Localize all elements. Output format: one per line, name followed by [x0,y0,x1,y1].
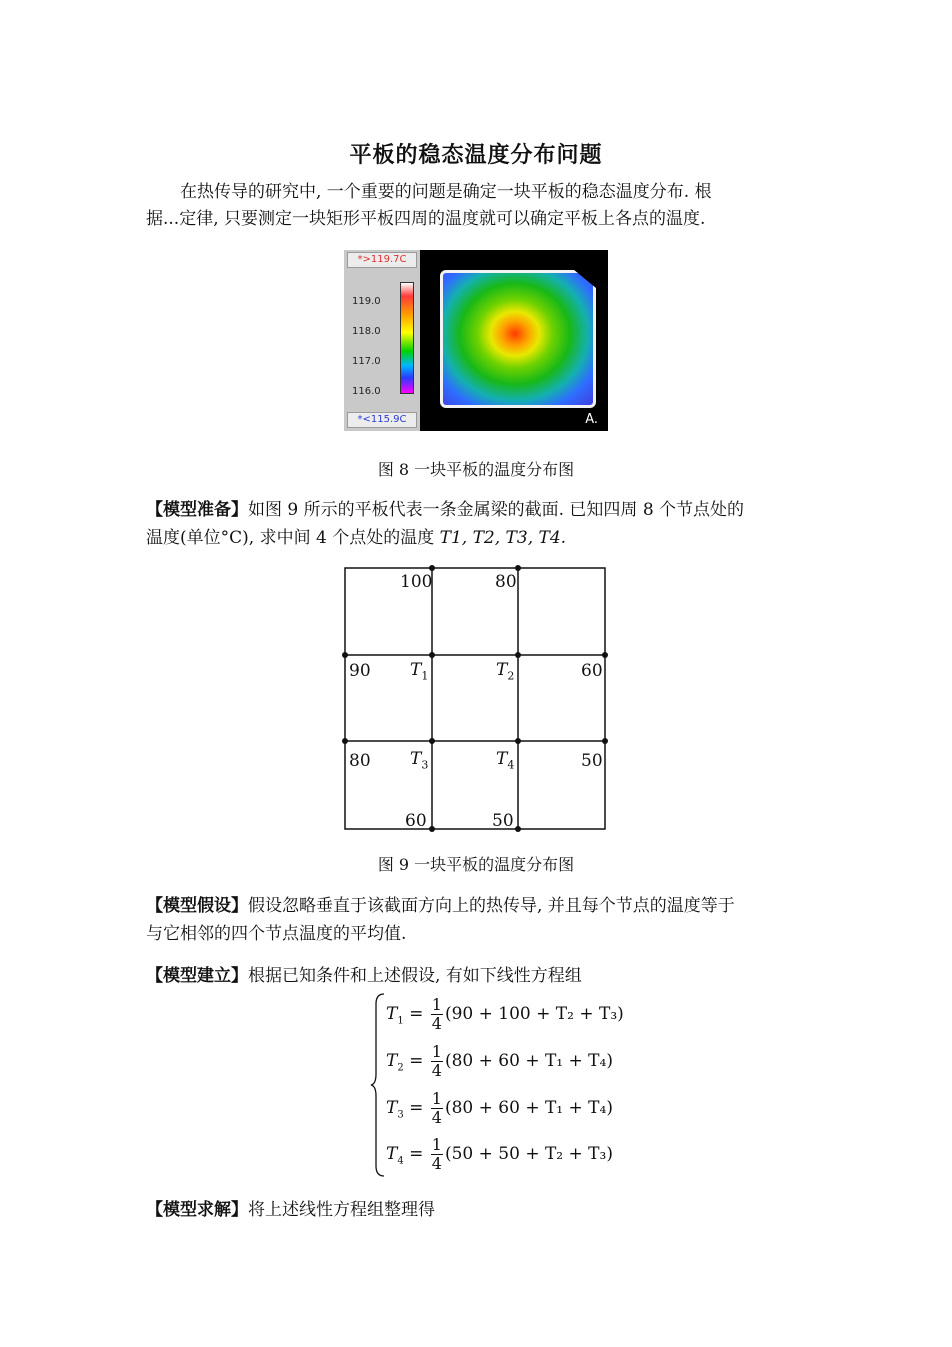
equation-2: $T_2$ = $\frac{1}{4}$ (80 + 60 + T₁ + T₄) [386,1042,613,1080]
grid-label-t2: $T_2$ [496,660,515,683]
build-label: 【模型建立】 [146,966,248,986]
scale-tick-1190: 119.0 [352,296,381,307]
prep-line-1 [146,496,744,524]
grid-label-right-top: 60 [581,661,603,681]
node-left-1 [342,652,348,658]
page-title: 平板的稳态温度分布问题 [349,143,603,168]
figure-8-caption: 图 8 一块平板的温度分布图 [377,460,575,479]
equation-3: $T_3$ = $\frac{1}{4}$ (80 + 60 + T₁ + T₄) [386,1089,613,1127]
node-t4 [515,738,521,744]
grid-label-bottom-right: 50 [492,811,514,831]
node-bottom-1 [429,826,435,832]
solve-label: 【模型求解】 [146,1200,248,1220]
build-line [146,962,582,990]
node-bottom-2 [515,826,521,832]
prep-text-1: 如图 9 所示的平板代表一条金属梁的截面. 已知四周 8 个节点处的 [248,500,745,520]
build-text: 根据已知条件和上述假设, 有如下线性方程组 [248,966,582,986]
node-left-2 [342,738,348,744]
intro-line-2: 据...定律, 只要测定一块矩形平板四周的温度就可以确定平板上各点的温度. [146,209,706,229]
node-top-1 [429,565,435,571]
thermal-scale-panel [344,250,420,431]
solve-text: 将上述线性方程组整理得 [248,1200,435,1220]
prep-label: 【模型准备】 [146,500,248,520]
prep-text-2: 温度(单位°C), 求中间 4 个点处的温度 [146,528,440,548]
thermal-image [344,250,608,431]
fraction-4: $\frac{1}{4}$ [431,1135,442,1173]
figure-9-caption: 图 9 一块平板的温度分布图 [377,855,575,874]
grid-label-right-bottom: 50 [581,751,603,771]
solve-line [146,1196,435,1224]
grid-label-top-right: 80 [495,572,517,592]
grid-diagram [335,560,615,840]
fraction-1: $\frac{1}{4}$ [431,995,442,1033]
scale-tick-1160: 116.0 [352,386,381,397]
grid-label-top-left: 100 [400,572,433,592]
node-right-1 [602,652,608,658]
grid-border [345,568,605,829]
node-t1 [429,652,435,658]
grid-label-t3: $T_3$ [410,749,429,772]
node-right-2 [602,738,608,744]
intro-line-1: 在热传导的研究中, 一个重要的问题是确定一块平板的稳态温度分布. 根 [180,182,712,202]
assume-text-1: 假设忽略垂直于该截面方向上的热传导, 并且每个节点的温度等于 [248,896,735,916]
node-t3 [429,738,435,744]
fraction-2: $\frac{1}{4}$ [431,1042,442,1080]
temperature-colorbar [400,282,414,394]
heated-plate-image [440,270,596,408]
thermal-corner-label: A. [585,412,598,427]
grid-label-t4: $T_4$ [496,749,515,772]
grid-label-left-bottom: 80 [349,751,371,771]
scale-max-tag: *>119.7C [347,252,417,268]
fraction-3: $\frac{1}{4}$ [431,1089,442,1127]
equation-4: $T_4$ = $\frac{1}{4}$ (50 + 50 + T₂ + T₃) [386,1135,613,1173]
scale-tick-1170: 117.0 [352,356,381,367]
assume-line-2: 与它相邻的四个节点温度的平均值. [146,924,407,944]
prep-variables: T1, T2, T3, T4. [439,528,567,548]
node-t2 [515,652,521,658]
grid-label-t1: $T_1$ [410,660,429,683]
scale-tick-1180: 118.0 [352,326,381,337]
equation-1: $T_1$ = $\frac{1}{4}$ (90 + 100 + T₂ + T₃) [386,995,624,1033]
grid-label-bottom-left: 60 [405,811,427,831]
assume-line-1 [146,892,735,920]
node-top-2 [515,565,521,571]
prep-line-2 [146,524,566,552]
assume-label: 【模型假设】 [146,896,248,916]
grid-label-left-top: 90 [349,661,371,681]
scale-min-tag: *<115.9C [347,412,417,428]
